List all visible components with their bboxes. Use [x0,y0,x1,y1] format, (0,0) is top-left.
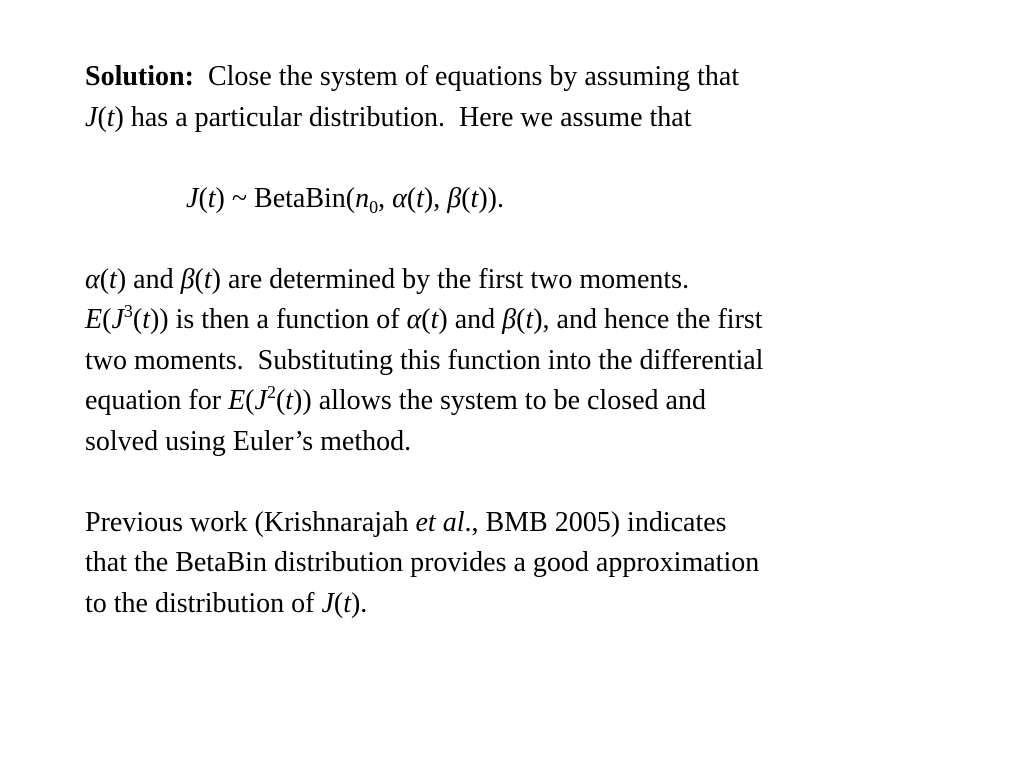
var-t: t [416,182,424,214]
solution-line-1 [85,57,985,98]
var-t: t [203,263,212,295]
text: equation for [85,385,229,416]
paren: ( [194,263,204,295]
paren: ( [406,182,417,214]
betabin-formula [85,179,985,220]
var-j: J [254,385,267,416]
paren: ( [421,304,431,335]
moments-paragraph [85,260,985,463]
paren: ( [132,304,143,335]
moments-line-3: two moments. Substituting this function into the differential [85,344,764,376]
paren-end: )). [478,182,504,214]
var-t: t [430,304,439,335]
var-j: J [111,304,124,335]
text: Previous work (Krishnarajah [85,506,416,538]
subscript-zero: 0 [369,196,379,217]
spacer [85,219,985,260]
var-j: J [321,587,334,619]
solution-line-2-text: has a particular distribution. Here we assume that [123,101,692,133]
var-t: t [207,182,216,214]
previous-line-2: that the BetaBin distribution provides a good approximation [85,547,760,578]
paren: ( [99,263,110,295]
superscript-two: 2 [266,382,276,402]
spacer [85,462,985,503]
previous-line-3 [85,584,985,625]
paren: ( [102,304,112,335]
text: to the distribution of [85,587,322,619]
var-t: t [285,385,294,416]
beta-symbol: β [502,304,517,335]
text: ), and hence the first [533,304,763,335]
paren: ) [114,101,124,133]
paren: ( [198,182,208,214]
var-t: t [106,101,115,133]
superscript-three: 3 [123,301,133,321]
var-j: J [85,101,98,133]
paren-comma: ), [423,182,448,214]
alpha-symbol: α [85,263,100,295]
text: ) and [438,304,503,335]
var-t: t [343,587,351,619]
text: ) are determined by the first two moments. [211,263,690,295]
var-t: t [109,263,117,295]
alpha-symbol: α [392,182,407,214]
beta-symbol: β [180,263,195,295]
var-t: t [142,304,150,335]
paren: ( [461,182,471,214]
solution-line-2 [85,98,985,139]
text: )) allows the system to be closed and [293,385,706,416]
text: )) is then a function of [149,304,407,335]
moments-line-5: solved using Euler’s method. [85,425,412,457]
previous-line-1 [85,503,985,544]
solution-label: Solution: [85,61,194,92]
moments-line-4 [85,381,985,422]
paren: ( [275,385,286,416]
paren: ( [333,587,344,619]
formula-text: ) ~ BetaBin( [215,182,356,214]
beta-symbol: β [447,182,462,214]
slide-body [85,57,985,624]
solution-line-1-text: Close the system of equations by assuming that [193,61,740,92]
var-t: t [525,304,534,335]
alpha-symbol: α [406,304,422,335]
paren: ( [516,304,526,335]
moments-line-1 [85,260,985,301]
var-n: n [355,182,370,214]
previous-work-paragraph [85,503,985,625]
spacer [85,138,985,179]
comma: , [378,182,393,214]
et-al: et al [415,506,465,538]
text: ., BMB 2005) indicates [464,506,727,538]
paren: ( [97,101,107,133]
moments-line-2 [85,300,985,341]
text: ) and [116,263,181,295]
paren: ( [245,385,255,416]
var-e: E [85,304,103,335]
var-e: E [228,385,246,416]
solution-paragraph [85,57,985,138]
paren-end: ). [350,587,368,619]
var-j: J [186,182,199,214]
var-t: t [470,182,479,214]
